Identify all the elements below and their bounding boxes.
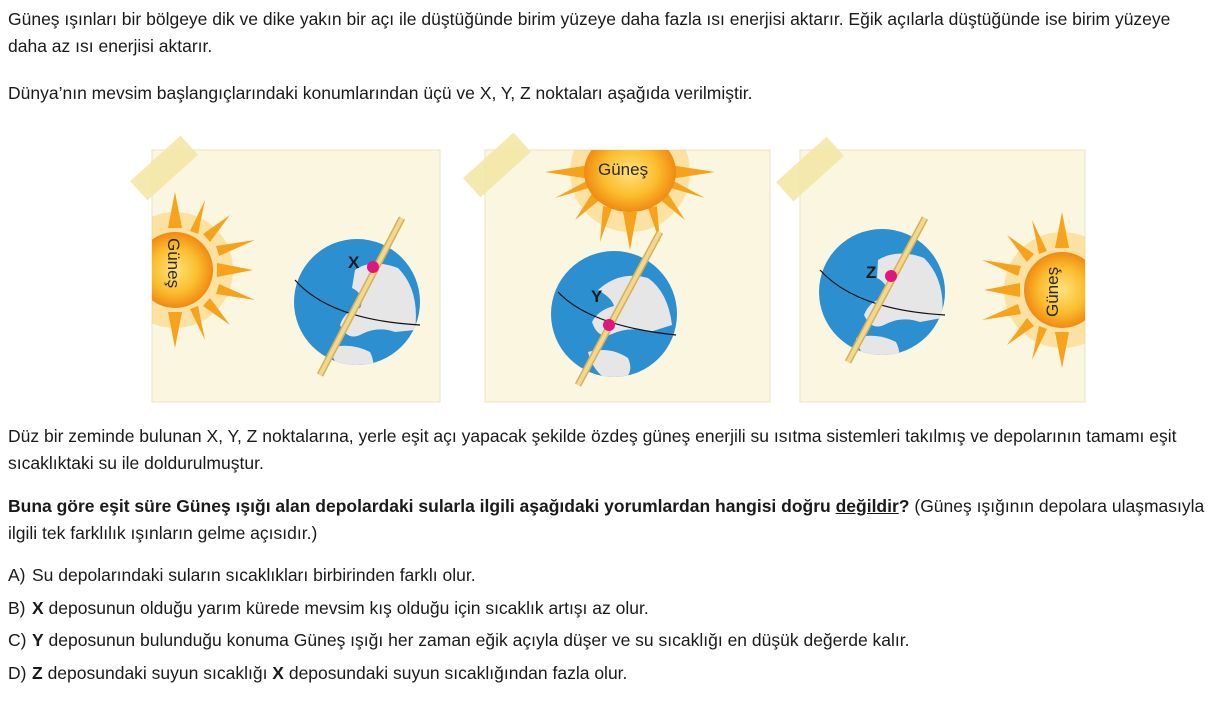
question-negation: değildir xyxy=(835,496,899,516)
point-z-label: Z xyxy=(866,263,877,282)
option-d[interactable] xyxy=(8,664,1208,682)
intro-figure-caption: Dünya’nın mevsim başlangıçlarındaki konumlarından üçü ve X, Y, Z noktaları aşağıda verilmiştir. xyxy=(8,83,753,103)
question-mark: ? xyxy=(898,496,910,516)
point-x-marker xyxy=(367,261,379,273)
point-y-label: Y xyxy=(591,287,603,306)
panel-y xyxy=(463,120,770,402)
intro-paragraph: Güneş ışınları bir bölgeye dik ve dike yakın bir açı ile düştüğünde birim yüzeye daha fazla ısı enerjisi aktarır. Eğik açılarla düştüğünde ise birim yüzeye daha az ısı enerjisi aktarır. xyxy=(8,9,1171,56)
question-text xyxy=(8,493,1208,547)
point-z-marker xyxy=(885,270,897,282)
option-c[interactable] xyxy=(8,631,1208,649)
sun-label: Güneş xyxy=(598,160,649,179)
point-y-marker xyxy=(603,319,615,331)
question-stem: Buna göre eşit süre Güneş ışığı alan depolardaki sularla ilgili aşağıdaki yorumlardan hangisi doğru xyxy=(8,496,836,516)
option-text: deposundaki suyun sıcaklığından fazla olur. xyxy=(283,662,628,683)
option-b[interactable] xyxy=(8,599,1208,617)
sun-label: Güneş xyxy=(164,238,183,289)
panel-z xyxy=(776,137,1120,402)
earth-seasons-figure xyxy=(0,120,1216,410)
setup-paragraph: Düz bir zeminde bulunan X, Y, Z noktalarına, yerle eşit açı yapacak şekilde özdeş güneş enerjili su ısıtma sistemleri takılmış ve depolarının tamamı eşit sıcaklıktaki su ile doldurulmuştur. xyxy=(8,426,1177,473)
option-text: deposunun bulunduğu konuma Güneş ışığı her zaman eğik açıyla düşer ve su sıcaklığı en düşük değerde kalır. xyxy=(43,630,910,650)
option-text: Su depolarındaki suların sıcaklıkları birbirinden farklı olur. xyxy=(32,565,476,585)
option-a[interactable] xyxy=(8,566,1208,584)
option-bold: Y xyxy=(32,630,44,650)
question-note: (Güneş ışığının depolara ulaşmasıyla ilgili tek farklılık ışınların gelme açısıdır.) xyxy=(8,496,1205,543)
panel-x xyxy=(117,136,440,402)
option-text: deposunun olduğu yarım kürede mevsim kış olduğu için sıcaklık artışı az olur. xyxy=(43,597,649,618)
option-letter: D) xyxy=(8,662,27,683)
point-x-label: X xyxy=(348,253,360,272)
option-text: deposundaki suyun sıcaklığı xyxy=(42,662,273,683)
option-bold: Z xyxy=(32,662,43,683)
option-letter: C) xyxy=(8,630,27,650)
option-bold: X xyxy=(272,662,284,683)
option-letter: A) xyxy=(8,565,26,585)
option-bold: X xyxy=(32,597,44,618)
answer-options xyxy=(8,566,1208,696)
sun-label: Güneş xyxy=(1043,266,1062,317)
option-letter: B) xyxy=(8,597,26,618)
